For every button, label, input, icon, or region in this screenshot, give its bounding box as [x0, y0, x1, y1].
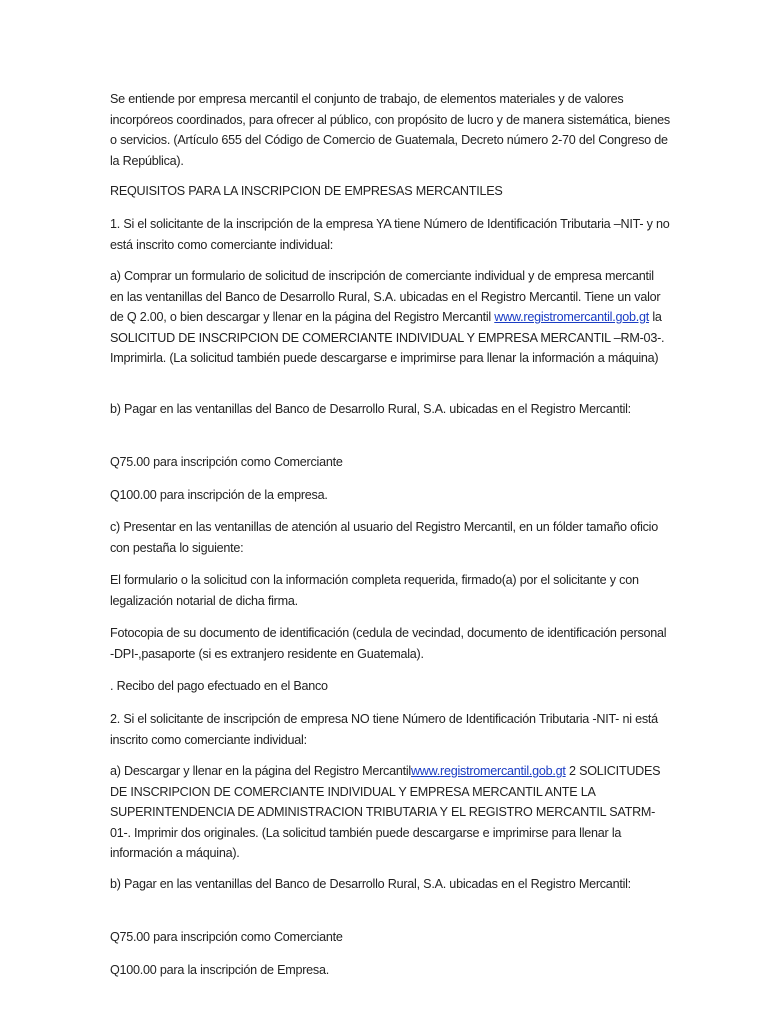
section-2-item-a-text-after: 2 SOLICITUDES DE INSCRIPCION DE COMERCIANTE INDIVIDUAL Y EMPRESA MERCANTIL ANTE LA SUPERINTENDENCIA DE ADMINISTRACION TRIBUTARIA Y EL REGISTRO MERCANTIL SATRM-01-. Imprimir dos originales. (La solicitud también puede descargarse e imprimirse para llenar la información a máquina).	[110, 764, 661, 860]
section-2-fee-empresa: Q100.00 para la inscripción de Empresa.	[110, 963, 329, 977]
section-2-item-a-text-before: a) Descargar y llenar en la página del Registro Mercantil	[110, 764, 411, 778]
section-2-item-a	[110, 761, 670, 864]
registro-mercantil-link-2[interactable]: www.registromercantil.gob.gt	[410, 764, 566, 778]
section-1-title: 1. Si el solicitante de la inscripción de la empresa YA tiene Número de Identificación Tributaria –NIT- y no está inscrito como comerciante individual:	[110, 217, 670, 252]
section-2-item-b: b) Pagar en las ventanillas del Banco de Desarrollo Rural, S.A. ubicadas en el Registro Mercantil:	[110, 877, 631, 891]
section-1-fee-empresa: Q100.00 para inscripción de la empresa.	[110, 488, 328, 502]
section-2-title: 2. Si el solicitante de inscripción de empresa NO tiene Número de Identificación Tributaria -NIT- ni está inscrito como comerciante individual:	[110, 712, 658, 747]
section-1-item-a-text-before: a) Comprar un formulario de solicitud de inscripción de comerciante individual y de empresa mercantil en las ventanillas del Banco de Desarrollo Rural, S.A. ubicadas en el Registro Mercantil. Tiene un valor de Q 2.00, o bien descargar y llenar en la página del Registro Mercantil	[110, 269, 661, 324]
section-1-requirement-id: Fotocopia de su documento de identificación (cedula de vecindad, documento de identificación personal -DPI-,pasaporte (si es extranjero residente en Guatemala).	[110, 626, 667, 661]
section-1-item-c: c) Presentar en las ventanillas de atención al usuario del Registro Mercantil, en un fólder tamaño oficio con pestaña lo siguiente:	[110, 520, 658, 555]
section-1-requirement-form: El formulario o la solicitud con la información completa requerida, firmado(a) por el solicitante y con legalización notarial de dicha firma.	[110, 573, 639, 608]
intro-paragraph: Se entiende por empresa mercantil el conjunto de trabajo, de elementos materiales y de valores incorpóreos coordinados, para ofrecer al público, con propósito de lucro y de manera sistemática, bienes o servicios. (Artículo 655 del Código de Comercio de Guatemala, Decreto número 2-70 del Congreso de la República).	[110, 92, 670, 168]
section-heading: REQUISITOS PARA LA INSCRIPCION DE EMPRESAS MERCANTILES	[110, 184, 503, 198]
section-1-item-b: b) Pagar en las ventanillas del Banco de Desarrollo Rural, S.A. ubicadas en el Registro Mercantil:	[110, 402, 631, 416]
registro-mercantil-link[interactable]: www.registromercantil.gob.gt	[494, 310, 649, 324]
section-1-item-a	[110, 266, 670, 369]
section-1-fee-comerciante: Q75.00 para inscripción como Comerciante	[110, 455, 343, 469]
section-2-fee-comerciante: Q75.00 para inscripción como Comerciante	[110, 930, 343, 944]
section-1-item-a-text-after: la SOLICITUD DE INSCRIPCION DE COMERCIANTE INDIVIDUAL Y EMPRESA MERCANTIL –RM-03-. Imprimirla. (La solicitud también puede descargarse e imprimirse para llenar la información a máquina)	[110, 310, 665, 365]
section-1-requirement-receipt: . Recibo del pago efectuado en el Banco	[110, 679, 328, 693]
